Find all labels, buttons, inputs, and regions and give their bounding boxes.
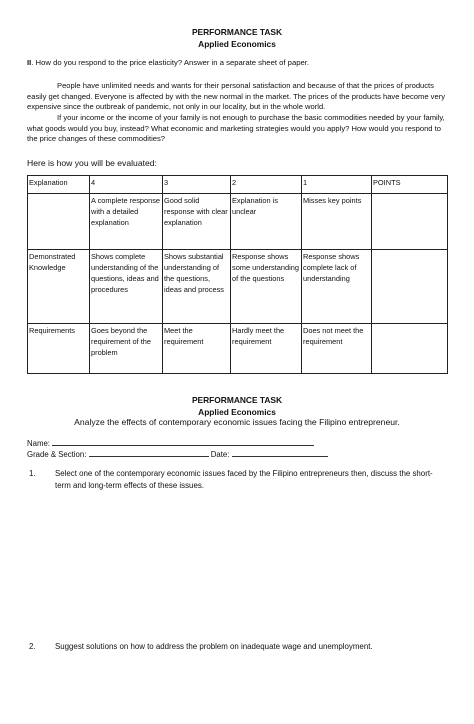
- task-item-1: [27, 468, 447, 491]
- grade-blank[interactable]: [89, 448, 209, 457]
- rubric-cell: Response shows complete lack of understanding: [302, 250, 372, 324]
- rubric-cell: Requirements: [28, 324, 90, 374]
- task-subtitle: Applied Economics: [198, 39, 276, 49]
- part-two-question: [27, 58, 447, 68]
- rubric-points-cell: [372, 324, 448, 374]
- second-task-title: PERFORMANCE TASK: [191, 395, 283, 405]
- rubric-cell: [28, 194, 90, 250]
- rubric-header-cell: 4: [90, 176, 163, 194]
- rubric-points-cell: [372, 250, 448, 324]
- grade-label: Grade & Section:: [27, 450, 87, 459]
- rubric-cell: Hardly meet the requirement: [231, 324, 302, 374]
- item-number: 1.: [29, 469, 36, 478]
- rubric-cell: Misses key points: [302, 194, 372, 250]
- name-line: [27, 437, 314, 448]
- second-task-instruction: Analyze the effects of contemporary economic issues facing the Filipino entrepreneur.: [74, 417, 400, 427]
- rubric-cell: Meet the requirement: [163, 324, 231, 374]
- rubric-points-cell: [372, 194, 448, 250]
- part-question-text: . How do you respond to the price elasticity? Answer in a separate sheet of paper.: [31, 58, 310, 67]
- grade-date-line: [27, 448, 328, 459]
- name-blank[interactable]: [52, 437, 314, 446]
- rubric-cell: A complete response with a detailed explanation: [90, 194, 163, 250]
- item-text: Select one of the contemporary economic issues faced by the Filipino entrepreneurs then, discuss the short-term and long-term effects of these issues.: [55, 469, 433, 490]
- rubric-header-cell: 2: [231, 176, 302, 194]
- rubric-header-row: [28, 176, 448, 194]
- rubric-cell: Shows substantial understanding of the questions, ideas and process: [163, 250, 231, 324]
- rubric-table: [27, 175, 448, 374]
- date-blank[interactable]: [232, 448, 328, 457]
- rubric-header-cell: Explanation: [28, 176, 90, 194]
- rubric-cell: Demonstrated Knowledge: [28, 250, 90, 324]
- rubric-row: [28, 250, 448, 324]
- task-item-2: [27, 641, 447, 653]
- rubric-row: [28, 194, 448, 250]
- date-label: Date:: [210, 450, 230, 459]
- rubric-row: [28, 324, 448, 374]
- rubric-cell: Goes beyond the requirement of the problem: [90, 324, 163, 374]
- evaluation-intro: Here is how you will be evaluated:: [27, 158, 157, 168]
- item-text: Suggest solutions on how to address the problem on inadequate wage and unemployment.: [55, 642, 373, 651]
- rubric-cell: Explanation is unclear: [231, 194, 302, 250]
- rubric-header-cell: 3: [163, 176, 231, 194]
- rubric-header-cell: POINTS: [372, 176, 448, 194]
- second-task-subtitle: Applied Economics: [198, 407, 276, 417]
- paragraph-2: If your income or the income of your family is not enough to purchase the basic commodities needed by your family, what goods would you buy, instead? What economic and marketing strategies would you apply? How would you respond to the price changes of these commodities?: [27, 113, 445, 144]
- paragraph-1: People have unlimited needs and wants for their personal satisfaction and because of that the prices of products easily get changed. Everyone is affected by with the new normal in the market. The prices of the products have become very expensive since the outbreak of pandemic, not only in our locality, but in the whole world.: [27, 81, 446, 112]
- rubric-cell: Shows complete understanding of the questions, ideas and procedures: [90, 250, 163, 324]
- item-number: 2.: [29, 642, 36, 651]
- rubric-cell: Good solid response with clear explanation: [163, 194, 231, 250]
- rubric-header-cell: 1: [302, 176, 372, 194]
- part-numeral: II: [27, 58, 32, 67]
- rubric-cell: Response shows some understanding of the questions: [231, 250, 302, 324]
- rubric-cell: Does not meet the requirement: [302, 324, 372, 374]
- name-label: Name:: [27, 439, 50, 448]
- task-title: PERFORMANCE TASK: [191, 27, 283, 37]
